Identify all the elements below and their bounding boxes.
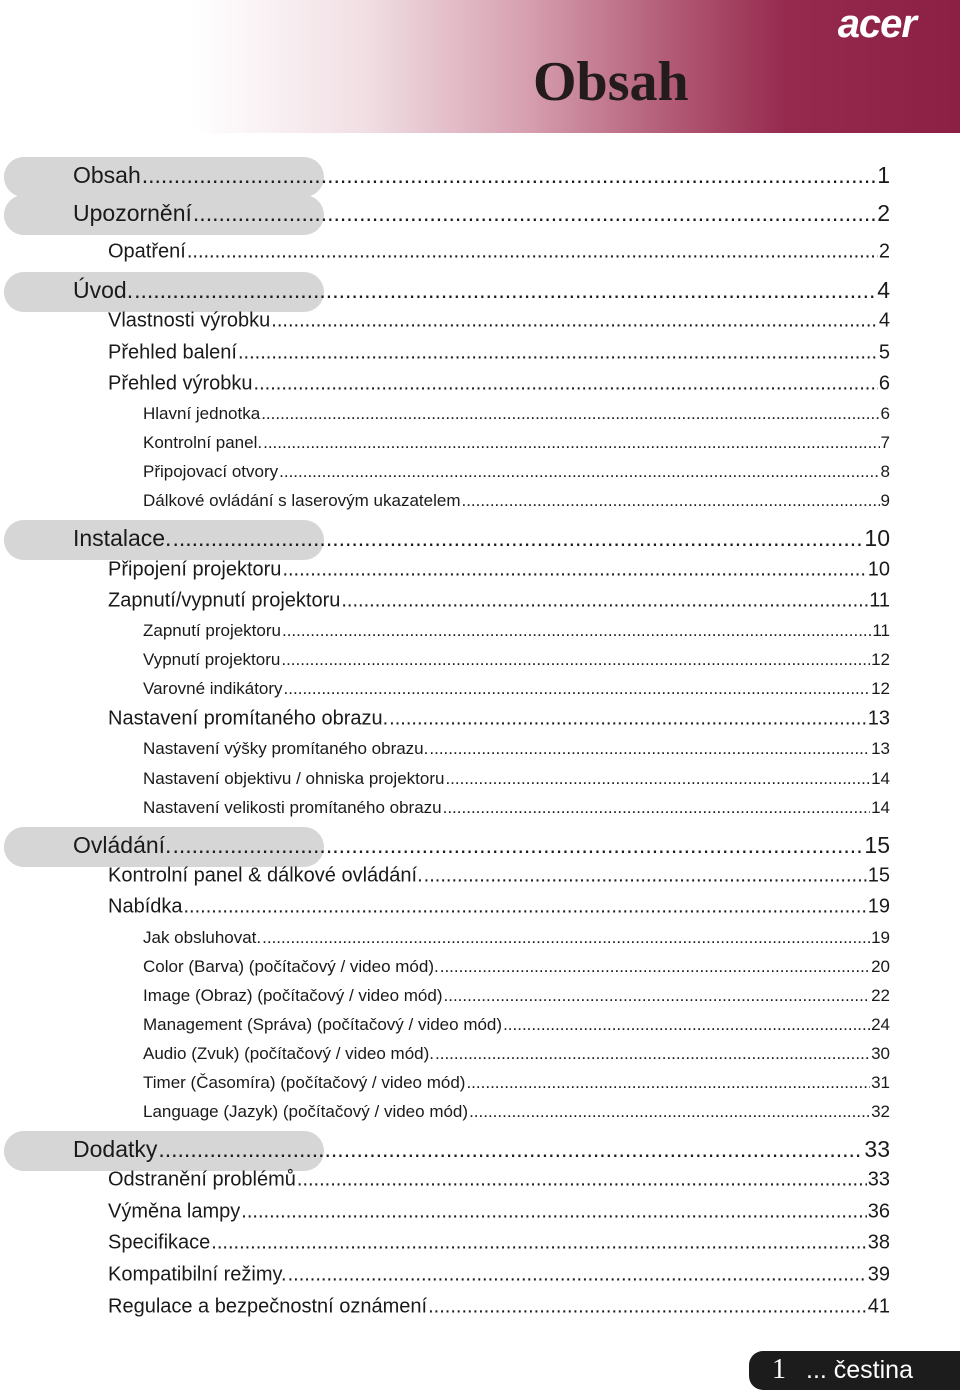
toc-entry[interactable] (73, 277, 890, 304)
toc-entry[interactable] (143, 769, 890, 789)
dot-leader (254, 372, 878, 395)
toc-entry-page: 8 (880, 462, 890, 481)
page-title: Obsah (533, 51, 689, 113)
dot-leader (469, 1102, 870, 1122)
toc-entry[interactable] (143, 491, 890, 511)
dot-leader (445, 769, 870, 789)
toc-entry[interactable] (143, 739, 890, 759)
toc-entry[interactable] (108, 1231, 890, 1254)
toc-entry[interactable] (143, 1073, 890, 1093)
toc-entry-label: Ovládání. (73, 832, 172, 859)
toc-entry[interactable] (143, 957, 890, 977)
toc-entry[interactable] (143, 621, 890, 641)
dot-leader (211, 1231, 866, 1254)
dot-leader (279, 462, 879, 482)
toc-entry-label: Kontrolní panel & dálkové ovládání. (108, 864, 423, 887)
toc-entry[interactable] (73, 200, 890, 227)
toc-entry[interactable] (143, 1044, 890, 1064)
toc-entry[interactable] (143, 404, 890, 424)
dot-leader (187, 240, 878, 263)
dot-leader (158, 1136, 863, 1163)
toc-entry-label: Opatření (108, 240, 186, 263)
dot-leader (440, 957, 870, 977)
toc-entry-label: Language (Jazyk) (počítačový / video mód) (143, 1102, 469, 1121)
toc-entry-label: Hlavní jednotka (143, 404, 261, 423)
dot-leader (282, 558, 866, 581)
toc-entry[interactable] (143, 798, 890, 818)
toc-entry-page: 4 (877, 277, 890, 304)
toc-entry-label: Nastavení promítaného obrazu. (108, 707, 389, 730)
dot-leader (281, 650, 870, 670)
dot-leader (461, 491, 879, 511)
toc-entry-page: 13 (867, 707, 890, 730)
toc-entry-label: Výměna lampy (108, 1200, 241, 1223)
dot-leader (134, 277, 876, 304)
dot-leader (466, 1073, 870, 1093)
dot-leader (288, 1263, 867, 1286)
toc-entry-label: Instalace. (73, 525, 172, 552)
dot-leader (142, 162, 876, 189)
toc-entry[interactable] (108, 558, 890, 581)
dot-leader (238, 341, 878, 364)
toc-entry-page: 2 (878, 240, 890, 263)
toc-entry-label: Nastavení velikosti promítaného obrazu (143, 798, 442, 817)
toc-entry[interactable] (73, 162, 890, 189)
toc-entry-label: Varovné indikátory (143, 679, 283, 698)
dot-leader (271, 309, 878, 332)
toc-entry-label: Přehled balení (108, 341, 237, 364)
toc-entry-page: 6 (880, 404, 890, 423)
toc-entry[interactable] (108, 895, 890, 918)
toc-entry-label: Dálkové ovládání s laserovým ukazatelem (143, 491, 461, 510)
toc-entry-page: 12 (871, 650, 890, 669)
toc-entry-page: 31 (871, 1073, 890, 1092)
dot-leader (172, 525, 863, 552)
toc-entry[interactable] (143, 1015, 890, 1035)
toc-entry-page: 14 (871, 798, 890, 817)
toc-entry-page: 41 (867, 1295, 890, 1318)
dot-leader (172, 832, 863, 859)
toc-entry-page: 15 (864, 832, 890, 859)
toc-entry-label: Kompatibilní režimy. (108, 1263, 287, 1286)
toc-entry-page: 10 (864, 525, 890, 552)
toc-entry-label: Úvod. (73, 277, 134, 304)
toc-entry[interactable] (108, 341, 890, 364)
toc-entry[interactable] (143, 928, 890, 948)
toc-entry[interactable] (108, 589, 890, 612)
toc-entry-page: 5 (878, 341, 890, 364)
toc-entry[interactable] (108, 1168, 890, 1191)
toc-entry-label: Odstranění problémů (108, 1168, 296, 1191)
toc-entry-label: Dodatky (73, 1136, 158, 1163)
toc-entry-page: 11 (869, 589, 890, 612)
dot-leader (503, 1015, 870, 1035)
toc-entry-label: Vlastnosti výrobku (108, 309, 271, 332)
acer-logo: acer (837, 2, 916, 46)
dot-leader (389, 707, 867, 730)
toc-entry-label: Kontrolní panel. (143, 433, 263, 452)
toc-entry-label: Zapnutí projektoru (143, 621, 281, 640)
toc-entry[interactable] (108, 1263, 890, 1286)
toc-entry[interactable] (143, 679, 890, 699)
toc-entry[interactable] (108, 1295, 890, 1318)
footer-page-number: 1 (772, 1354, 786, 1385)
dot-leader (193, 200, 876, 227)
toc-entry[interactable] (108, 240, 890, 263)
toc-entry-page: 1 (877, 162, 890, 189)
toc-entry-page: 36 (867, 1200, 890, 1223)
dot-leader (263, 433, 879, 453)
dot-leader (297, 1168, 867, 1191)
dot-leader (261, 404, 879, 424)
toc-entry-label: Obsah (73, 162, 141, 189)
dot-leader (184, 895, 867, 918)
dot-leader (262, 928, 870, 948)
toc-entry-label: Nastavení výšky promítaného obrazu. (143, 739, 429, 758)
dot-leader (241, 1200, 866, 1223)
toc-entry-page: 20 (871, 957, 890, 976)
toc-entry-page: 33 (864, 1136, 890, 1163)
toc-entry-page: 11 (872, 621, 890, 640)
toc-entry-page: 15 (867, 864, 890, 887)
dot-leader (444, 986, 871, 1006)
toc-entry-page: 32 (871, 1102, 890, 1121)
footer-language: ... čestina (806, 1356, 913, 1384)
toc-entry-page: 38 (867, 1231, 890, 1254)
toc-entry[interactable] (143, 433, 890, 453)
toc-entry[interactable] (108, 309, 890, 332)
toc-entry[interactable] (143, 650, 890, 670)
toc-entry-label: Image (Obraz) (počítačový / video mód) (143, 986, 443, 1005)
dot-leader (341, 589, 868, 612)
toc-entry-label: Zapnutí/vypnutí projektoru (108, 589, 341, 612)
toc-entry-page: 4 (878, 309, 890, 332)
toc-entry-page: 13 (871, 739, 890, 758)
dot-leader (282, 621, 871, 641)
toc-entry[interactable] (108, 864, 890, 887)
toc-entry-label: Připojení projektoru (108, 558, 282, 581)
toc-entry-label: Připojovací otvory (143, 462, 279, 481)
dot-leader (429, 739, 870, 759)
dot-leader (443, 798, 870, 818)
toc-entry-page: 7 (880, 433, 890, 452)
toc-entry[interactable] (108, 372, 890, 395)
toc-entry[interactable] (143, 1102, 890, 1122)
toc-entry-page: 2 (877, 200, 890, 227)
toc-entry-page: 10 (867, 558, 890, 581)
toc-entry-label: Regulace a bezpečnostní oznámení (108, 1295, 428, 1318)
toc-entry-label: Upozornění (73, 200, 192, 227)
toc-entry-page: 6 (878, 372, 890, 395)
toc-entry-page: 19 (871, 928, 890, 947)
dot-leader (435, 1044, 870, 1064)
toc-entry-label: Nastavení objektivu / ohniska projektoru (143, 769, 445, 788)
dot-leader (428, 1295, 867, 1318)
toc-entry[interactable] (143, 986, 890, 1006)
toc-entry-page: 9 (880, 491, 890, 510)
toc-entry-label: Color (Barva) (počítačový / video mód). (143, 957, 439, 976)
toc-entry-page: 24 (871, 1015, 890, 1034)
toc-entry[interactable] (73, 832, 890, 859)
toc-entry-label: Vypnutí projektoru (143, 650, 281, 669)
toc-entry-page: 30 (871, 1044, 890, 1063)
toc-entry-label: Management (Správa) (počítačový / video mód) (143, 1015, 503, 1034)
dot-leader (424, 864, 867, 887)
toc-entry[interactable] (73, 1136, 890, 1163)
toc-entry-page: 33 (867, 1168, 890, 1191)
toc-entry-label: Přehled výrobku (108, 372, 253, 395)
toc-entry-page: 14 (871, 769, 890, 788)
toc-entry-page: 19 (867, 895, 890, 918)
toc-entry-page: 22 (871, 986, 890, 1005)
dot-leader (284, 679, 871, 699)
toc-entry[interactable] (73, 525, 890, 552)
toc-entry-page: 39 (867, 1263, 890, 1286)
toc-entry-label: Jak obsluhovat. (143, 928, 262, 947)
toc-entry-label: Audio (Zvuk) (počítačový / video mód). (143, 1044, 435, 1063)
toc-entry-label: Specifikace (108, 1231, 211, 1254)
toc-entry-label: Nabídka (108, 895, 183, 918)
toc-entry-label: Timer (Časomíra) (počítačový / video mód) (143, 1073, 466, 1092)
toc-entry[interactable] (108, 1200, 890, 1223)
toc-entry[interactable] (143, 462, 890, 482)
toc-entry[interactable] (108, 707, 890, 730)
toc-entry-page: 12 (871, 679, 890, 698)
